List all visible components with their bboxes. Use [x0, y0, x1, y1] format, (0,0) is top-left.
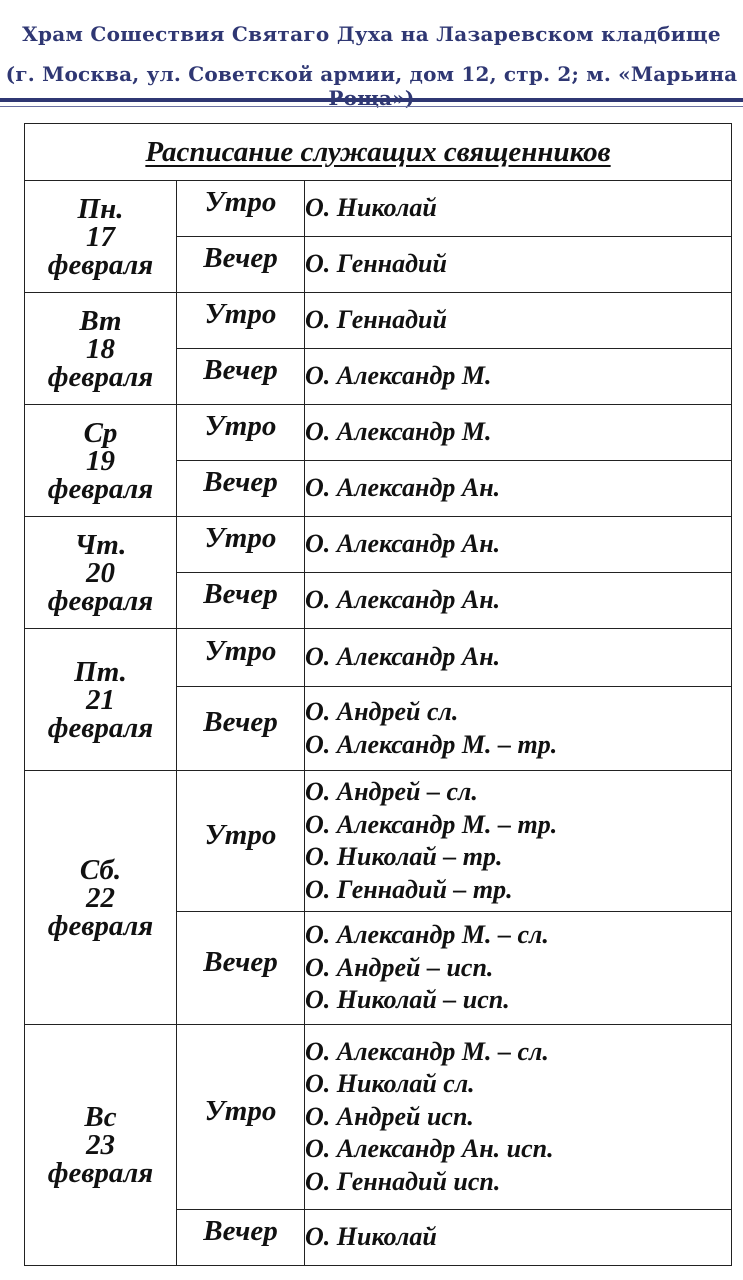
day-abbr: Сб. [79, 853, 122, 886]
service-time: Вечер [203, 706, 278, 738]
service-time-cell [177, 1210, 305, 1266]
priest-name: О. Александр М. – сл. [305, 1036, 549, 1066]
day-num: 19 [86, 444, 115, 477]
service-time: Вечер [203, 945, 278, 978]
service-time: Вечер [203, 466, 278, 498]
service-time-cell [177, 461, 305, 517]
priest-name: О. Андрей – сл. [305, 777, 478, 806]
schedule-table [24, 123, 732, 1266]
service-time: Утро [204, 818, 277, 851]
service-time-cell [177, 687, 305, 771]
priest-name: О. Александр Ан. [305, 642, 501, 672]
service-time-cell [177, 293, 305, 349]
header [0, 0, 743, 100]
service-time-cell [177, 573, 305, 629]
service-time-cell [177, 629, 305, 687]
priest-name: О. Александр М. – тр. [305, 809, 558, 839]
schedule-row [25, 629, 732, 687]
service-time-cell [177, 237, 305, 293]
schedule-row [25, 1025, 732, 1210]
service-time: Утро [204, 410, 277, 442]
priest-name: О. Андрей – исп. [305, 952, 494, 982]
priest-name: О. Николай – исп. [305, 985, 510, 1015]
schedule-row [25, 405, 732, 461]
priests-cell [305, 629, 732, 687]
priest-name: О. Андрей исп. [305, 1101, 474, 1131]
day-cell [25, 181, 177, 293]
service-time-cell [177, 405, 305, 461]
service-time: Утро [204, 298, 277, 330]
priest-name: О. Николай [305, 1222, 437, 1252]
header-divider-thin [0, 106, 743, 107]
priests-cell [305, 517, 732, 573]
day-num: 20 [86, 556, 115, 589]
day-abbr: Чт. [74, 528, 127, 561]
day-num: 17 [86, 220, 115, 253]
priests-cell [305, 237, 732, 293]
day-cell [25, 1025, 177, 1266]
priest-name: О. Александр Ан. исп. [305, 1134, 554, 1164]
service-time-cell [177, 181, 305, 237]
priests-cell [305, 1210, 732, 1266]
priests-cell [305, 405, 732, 461]
day-month: февраля [47, 360, 154, 393]
priest-name: О. Александр Ан. [305, 473, 501, 503]
service-time: Утро [204, 635, 277, 667]
church-address: (г. Москва, ул. Советской армии, дом 12, стр. 2; м. «Марьина [5, 62, 738, 86]
service-time: Вечер [203, 354, 278, 386]
priest-name: О. Андрей сл. [305, 697, 459, 726]
day-month: февраля [47, 248, 154, 281]
schedule-row [25, 181, 732, 237]
service-time: Утро [204, 522, 277, 554]
service-time: Вечер [203, 1215, 278, 1247]
priest-name: О. Николай [305, 193, 437, 223]
priest-name: О. Геннадий [305, 305, 447, 335]
day-cell [25, 293, 177, 405]
priest-name: О. Геннадий исп. [305, 1166, 501, 1196]
priest-name: О. Александр Ан. [305, 585, 501, 615]
day-cell [25, 629, 177, 771]
priests-cell [305, 181, 732, 237]
priest-name: О. Геннадий – тр. [305, 874, 513, 904]
priests-cell [305, 771, 732, 912]
service-time-cell [177, 349, 305, 405]
service-time: Утро [204, 186, 277, 218]
day-month: февраля [47, 909, 154, 942]
service-time-cell [177, 912, 305, 1025]
priest-name: О. Александр М. – тр. [305, 729, 558, 759]
schedule-row [25, 771, 732, 912]
priest-name: О. Николай – тр. [305, 842, 503, 871]
priest-name: О. Александр М. [305, 361, 492, 391]
priests-cell [305, 573, 732, 629]
service-time-cell [177, 517, 305, 573]
priest-name: О. Александр М. – сл. [305, 920, 549, 950]
priest-name: О. Николай сл. [305, 1069, 475, 1099]
day-month: февраля [47, 1157, 154, 1189]
schedule-title [25, 124, 732, 181]
service-time-cell [177, 771, 305, 912]
schedule-row [25, 517, 732, 573]
day-abbr: Пт. [74, 655, 127, 688]
service-time: Вечер [203, 578, 278, 610]
day-abbr: Вт [79, 304, 122, 337]
day-month: февраля [47, 711, 154, 744]
day-cell [25, 517, 177, 629]
day-num: 22 [86, 881, 115, 914]
priest-name: О. Александр М. [305, 417, 492, 447]
schedule-title-text: Расписание служащих священников [145, 135, 611, 168]
service-time: Утро [204, 1094, 277, 1127]
service-time-cell [177, 1025, 305, 1210]
day-cell [25, 771, 177, 1025]
header-divider [0, 98, 743, 102]
priests-cell [305, 912, 732, 1025]
day-abbr: Пн. [77, 192, 124, 225]
priests-cell [305, 349, 732, 405]
priests-cell [305, 1025, 732, 1210]
day-abbr: Вс [84, 1101, 117, 1133]
priest-name: О. Геннадий [305, 249, 447, 279]
service-time: Вечер [203, 242, 278, 274]
priests-cell [305, 461, 732, 517]
priest-name: О. Александр Ан. [305, 529, 501, 559]
day-cell [25, 405, 177, 517]
church-name: Храм Сошествия Святаго Духа на Лазаревском кладбище [22, 22, 721, 46]
day-abbr: Ср [83, 416, 118, 449]
day-num: 18 [86, 332, 115, 365]
schedule-row [25, 293, 732, 349]
day-month: февраля [47, 472, 154, 505]
priests-cell [305, 293, 732, 349]
priests-cell [305, 687, 732, 771]
day-num: 21 [86, 683, 115, 716]
day-num: 23 [86, 1129, 115, 1161]
day-month: февраля [47, 584, 154, 617]
